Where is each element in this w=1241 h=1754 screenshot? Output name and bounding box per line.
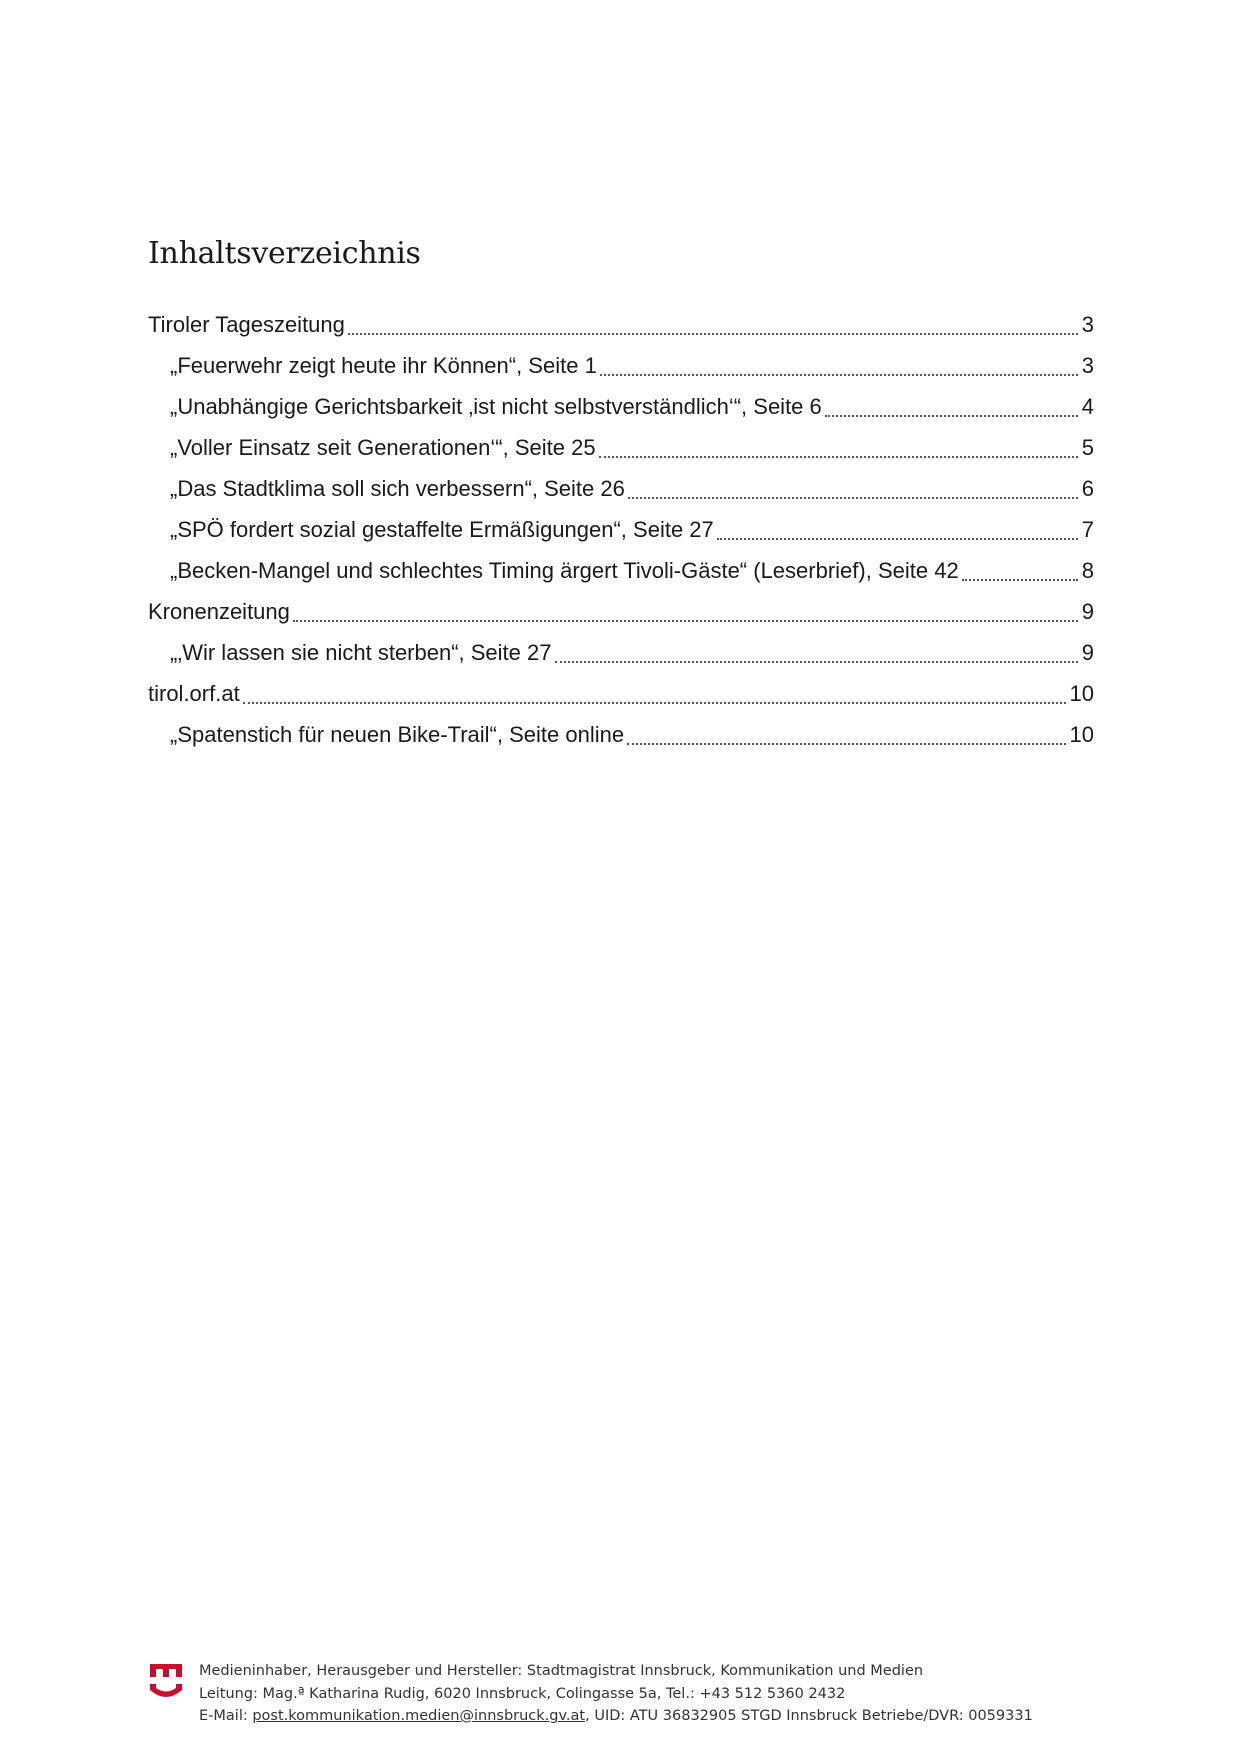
footer-management-line: Leitung: Mag.ª Katharina Rudig, 6020 Innsbruck, Colingasse 5a, Tel.: +43 512 5360 2432 — [199, 1685, 846, 1702]
toc-entry-feuerwehr[interactable] — [148, 345, 1094, 386]
toc-leader-dots — [627, 742, 1065, 745]
footer-imprint — [199, 1660, 1033, 1728]
toc-entry-label: „Spatenstich für neuen Bike-Trail“, Seite online — [170, 722, 625, 747]
toc-entry-voller-einsatz[interactable] — [148, 427, 1094, 468]
toc-page-number: 10 — [1069, 722, 1094, 747]
toc-page-number: 5 — [1081, 435, 1094, 460]
toc-heading: Inhaltsverzeichnis — [148, 236, 421, 271]
toc-entry-label: „SPÖ fordert sozial gestaffelte Ermäßigungen“, Seite 27 — [170, 517, 714, 542]
toc-page-number: 3 — [1081, 353, 1094, 378]
toc-leader-dots — [717, 537, 1078, 540]
toc-entry-label: „Becken-Mangel und schlechtes Timing ärgert Tivoli-Gäste“ (Leserbrief), Seite 42 — [170, 558, 959, 583]
toc-entry-stadtklima[interactable] — [148, 468, 1094, 509]
toc-entry-gerichtsbarkeit[interactable] — [148, 386, 1094, 427]
toc-entry-label: „Unabhängige Gerichtsbarkeit ‚ist nicht selbstverständlich‘“, Seite 6 — [170, 394, 822, 419]
toc-leader-dots — [600, 373, 1078, 376]
toc-page-number: 9 — [1081, 599, 1094, 624]
toc-entry-nicht-sterben[interactable] — [148, 632, 1094, 673]
toc-entry-label: „Das Stadtklima soll sich verbessern“, Seite 26 — [170, 476, 625, 501]
page-footer — [150, 1660, 1090, 1730]
toc-entry-tiroler-tageszeitung[interactable] — [148, 304, 1094, 345]
toc-leader-dots — [628, 496, 1078, 499]
toc-leader-dots — [825, 414, 1078, 417]
toc-leader-dots — [243, 701, 1066, 704]
footer-publisher-line: Medieninhaber, Herausgeber und Hersteller: Stadtmagistrat Innsbruck, Kommunikation und Medien — [199, 1663, 924, 1679]
toc-leader-dots — [555, 660, 1078, 663]
toc-page-number: 7 — [1081, 517, 1094, 542]
toc-entry-spatenstich[interactable] — [148, 714, 1094, 755]
toc-entry-label: Tiroler Tageszeitung — [148, 312, 345, 337]
toc-entry-kronenzeitung[interactable] — [148, 591, 1094, 632]
toc-page-number: 8 — [1081, 558, 1094, 583]
toc-leader-dots — [962, 578, 1078, 581]
toc-leader-dots — [348, 332, 1078, 335]
toc-entry-label: „Feuerwehr zeigt heute ihr Können“, Seite 1 — [170, 353, 597, 378]
toc-entry-becken-mangel[interactable] — [148, 550, 1094, 591]
toc-page-number: 10 — [1069, 681, 1094, 706]
footer-uid-text: , UID: ATU 36832905 STGD Innsbruck Betriebe/DVR: 0059331 — [585, 1708, 1033, 1724]
table-of-contents — [148, 304, 1094, 755]
footer-email-prefix: E-Mail: — [199, 1708, 253, 1724]
toc-leader-dots — [599, 455, 1078, 458]
toc-page-number: 6 — [1081, 476, 1094, 501]
toc-entry-label: Kronenzeitung — [148, 599, 290, 624]
toc-leader-dots — [293, 619, 1078, 622]
toc-entry-label: „‚Wir lassen sie nicht sterben“, Seite 27 — [170, 640, 552, 665]
innsbruck-logo-icon — [150, 1664, 182, 1700]
toc-entry-spoe[interactable] — [148, 509, 1094, 550]
toc-entry-label: tirol.orf.at — [148, 681, 240, 706]
toc-entry-tirol-orf[interactable] — [148, 673, 1094, 714]
footer-contact-line — [199, 1705, 1033, 1728]
toc-page-number: 9 — [1081, 640, 1094, 665]
toc-page-number: 3 — [1081, 312, 1094, 337]
footer-email-link[interactable]: post.kommunikation.medien@innsbruck.gv.at — [252, 1708, 586, 1724]
toc-entry-label: „Voller Einsatz seit Generationen‘“, Seite 25 — [170, 435, 596, 460]
toc-page-number: 4 — [1081, 394, 1094, 419]
